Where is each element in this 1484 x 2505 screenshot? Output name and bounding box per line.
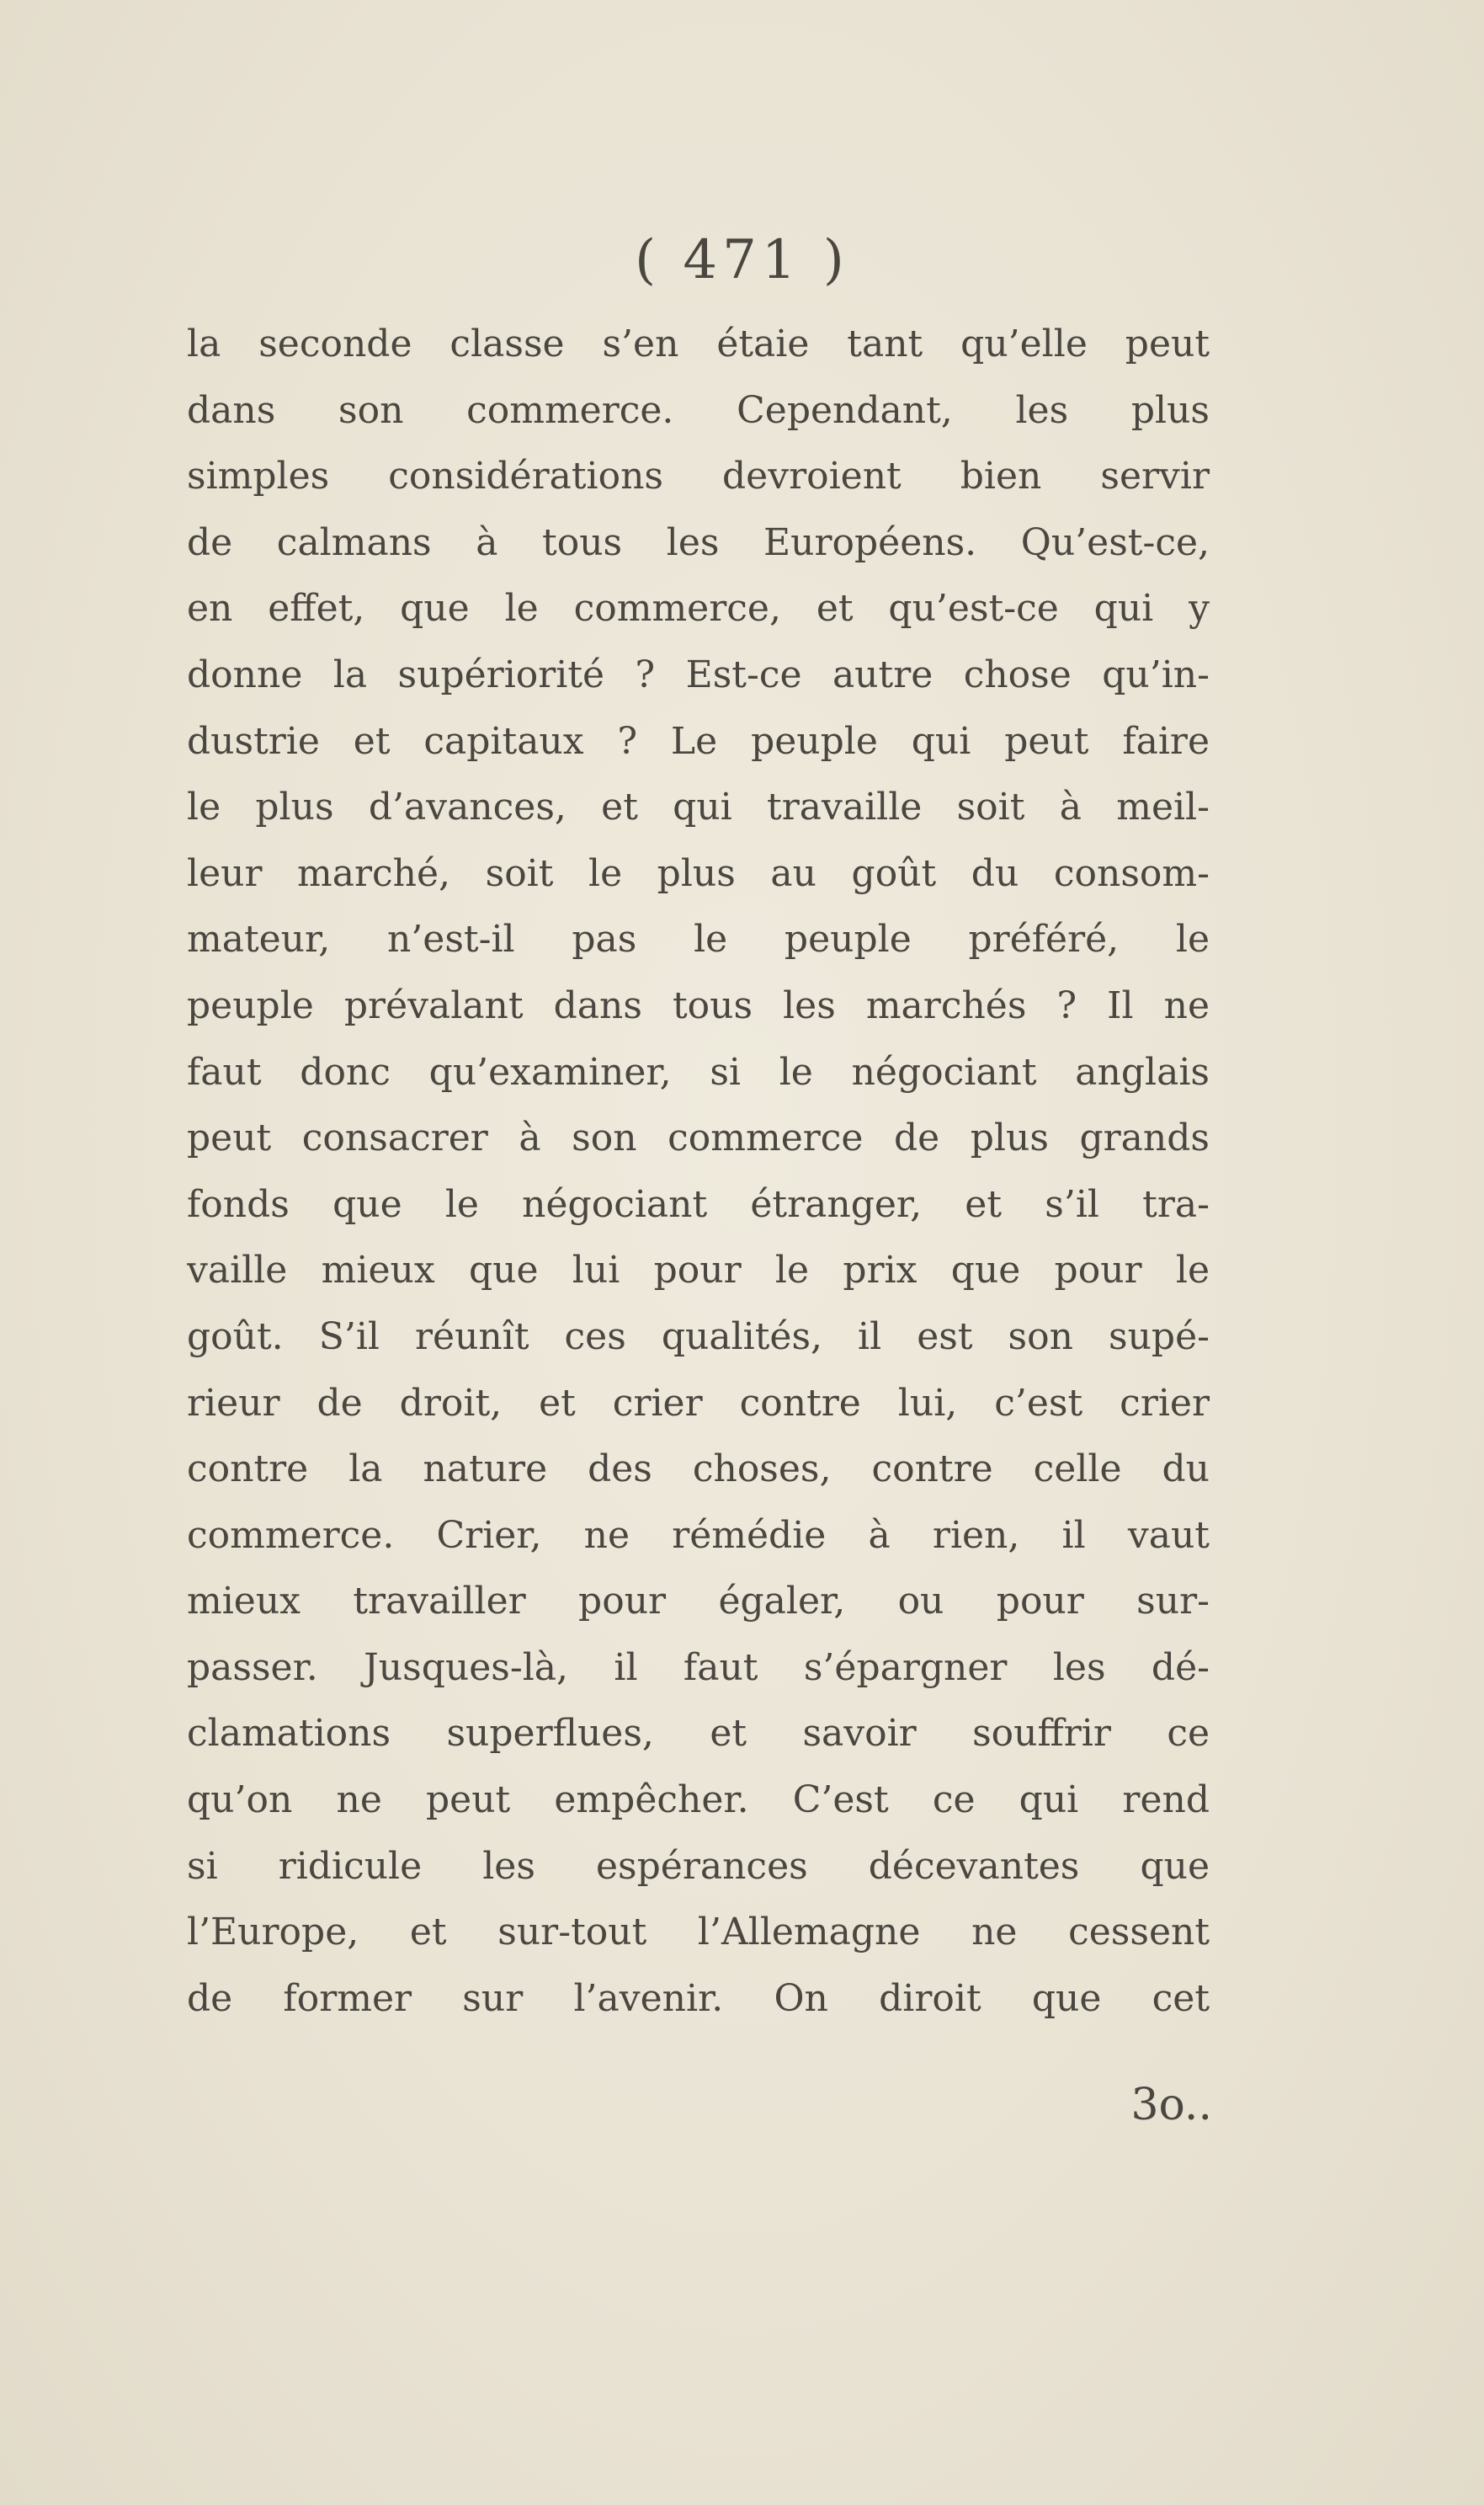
text-line: donne la supériorité ? Est-ce autre chose qu’in- — [187, 653, 1210, 696]
text-line: peut consacrer à son commerce de plus grands — [187, 1117, 1210, 1160]
text-line: clamations superflues, et savoir souffrir ce — [187, 1712, 1210, 1756]
text-line: dustrie et capitaux ? Le peuple qui peut faire — [187, 719, 1210, 763]
text-line: de calmans à tous les Européens. Qu’est-ce, — [187, 520, 1210, 564]
text-line: qu’on ne peut empêcher. C’est ce qui rend — [187, 1778, 1210, 1822]
text-line: si ridicule les espérances décevantes que — [187, 1844, 1210, 1888]
text-line: faut donc qu’examiner, si le négociant anglais — [187, 1050, 1210, 1094]
signature-mark: 3o.. — [1130, 2080, 1212, 2130]
text-line: le plus d’avances, et qui travaille soit à meil- — [187, 786, 1210, 829]
text-line: dans son commerce. Cependant, les plus — [187, 388, 1210, 432]
text-line: mieux travailler pour égaler, ou pour sur- — [187, 1580, 1210, 1623]
text-line: vaille mieux que lui pour le prix que pour le — [187, 1249, 1210, 1292]
text-line: de former sur l’avenir. On diroit que cet — [187, 1976, 1210, 2020]
text-line: la seconde classe s’en étaie tant qu’elle peut — [187, 322, 1210, 365]
text-line: rieur de droit, et crier contre lui, c’est crier — [187, 1381, 1210, 1425]
text-line: passer. Jusques-là, il faut s’épargner les dé- — [187, 1645, 1210, 1689]
text-line: simples considérations devroient bien servir — [187, 455, 1210, 498]
text-line: en effet, que le commerce, et qu’est-ce qui y — [187, 587, 1210, 631]
text-line: goût. S’il réunît ces qualités, il est son supé- — [187, 1314, 1210, 1358]
text-line: commerce. Crier, ne rémédie à rien, il vaut — [187, 1513, 1210, 1557]
text-line: contre la nature des choses, contre celle du — [187, 1447, 1210, 1491]
body-text — [187, 312, 1210, 2032]
text-line: l’Europe, et sur-tout l’Allemagne ne cessent — [187, 1911, 1210, 1954]
text-line: mateur, n’est-il pas le peuple préféré, le — [187, 918, 1210, 962]
text-line: peuple prévalant dans tous les marchés ? Il ne — [187, 983, 1210, 1027]
page-number-header: ( 471 ) — [635, 229, 849, 291]
text-line: leur marché, soit le plus au goût du consom- — [187, 851, 1210, 895]
text-line: fonds que le négociant étranger, et s’il tra- — [187, 1182, 1210, 1226]
